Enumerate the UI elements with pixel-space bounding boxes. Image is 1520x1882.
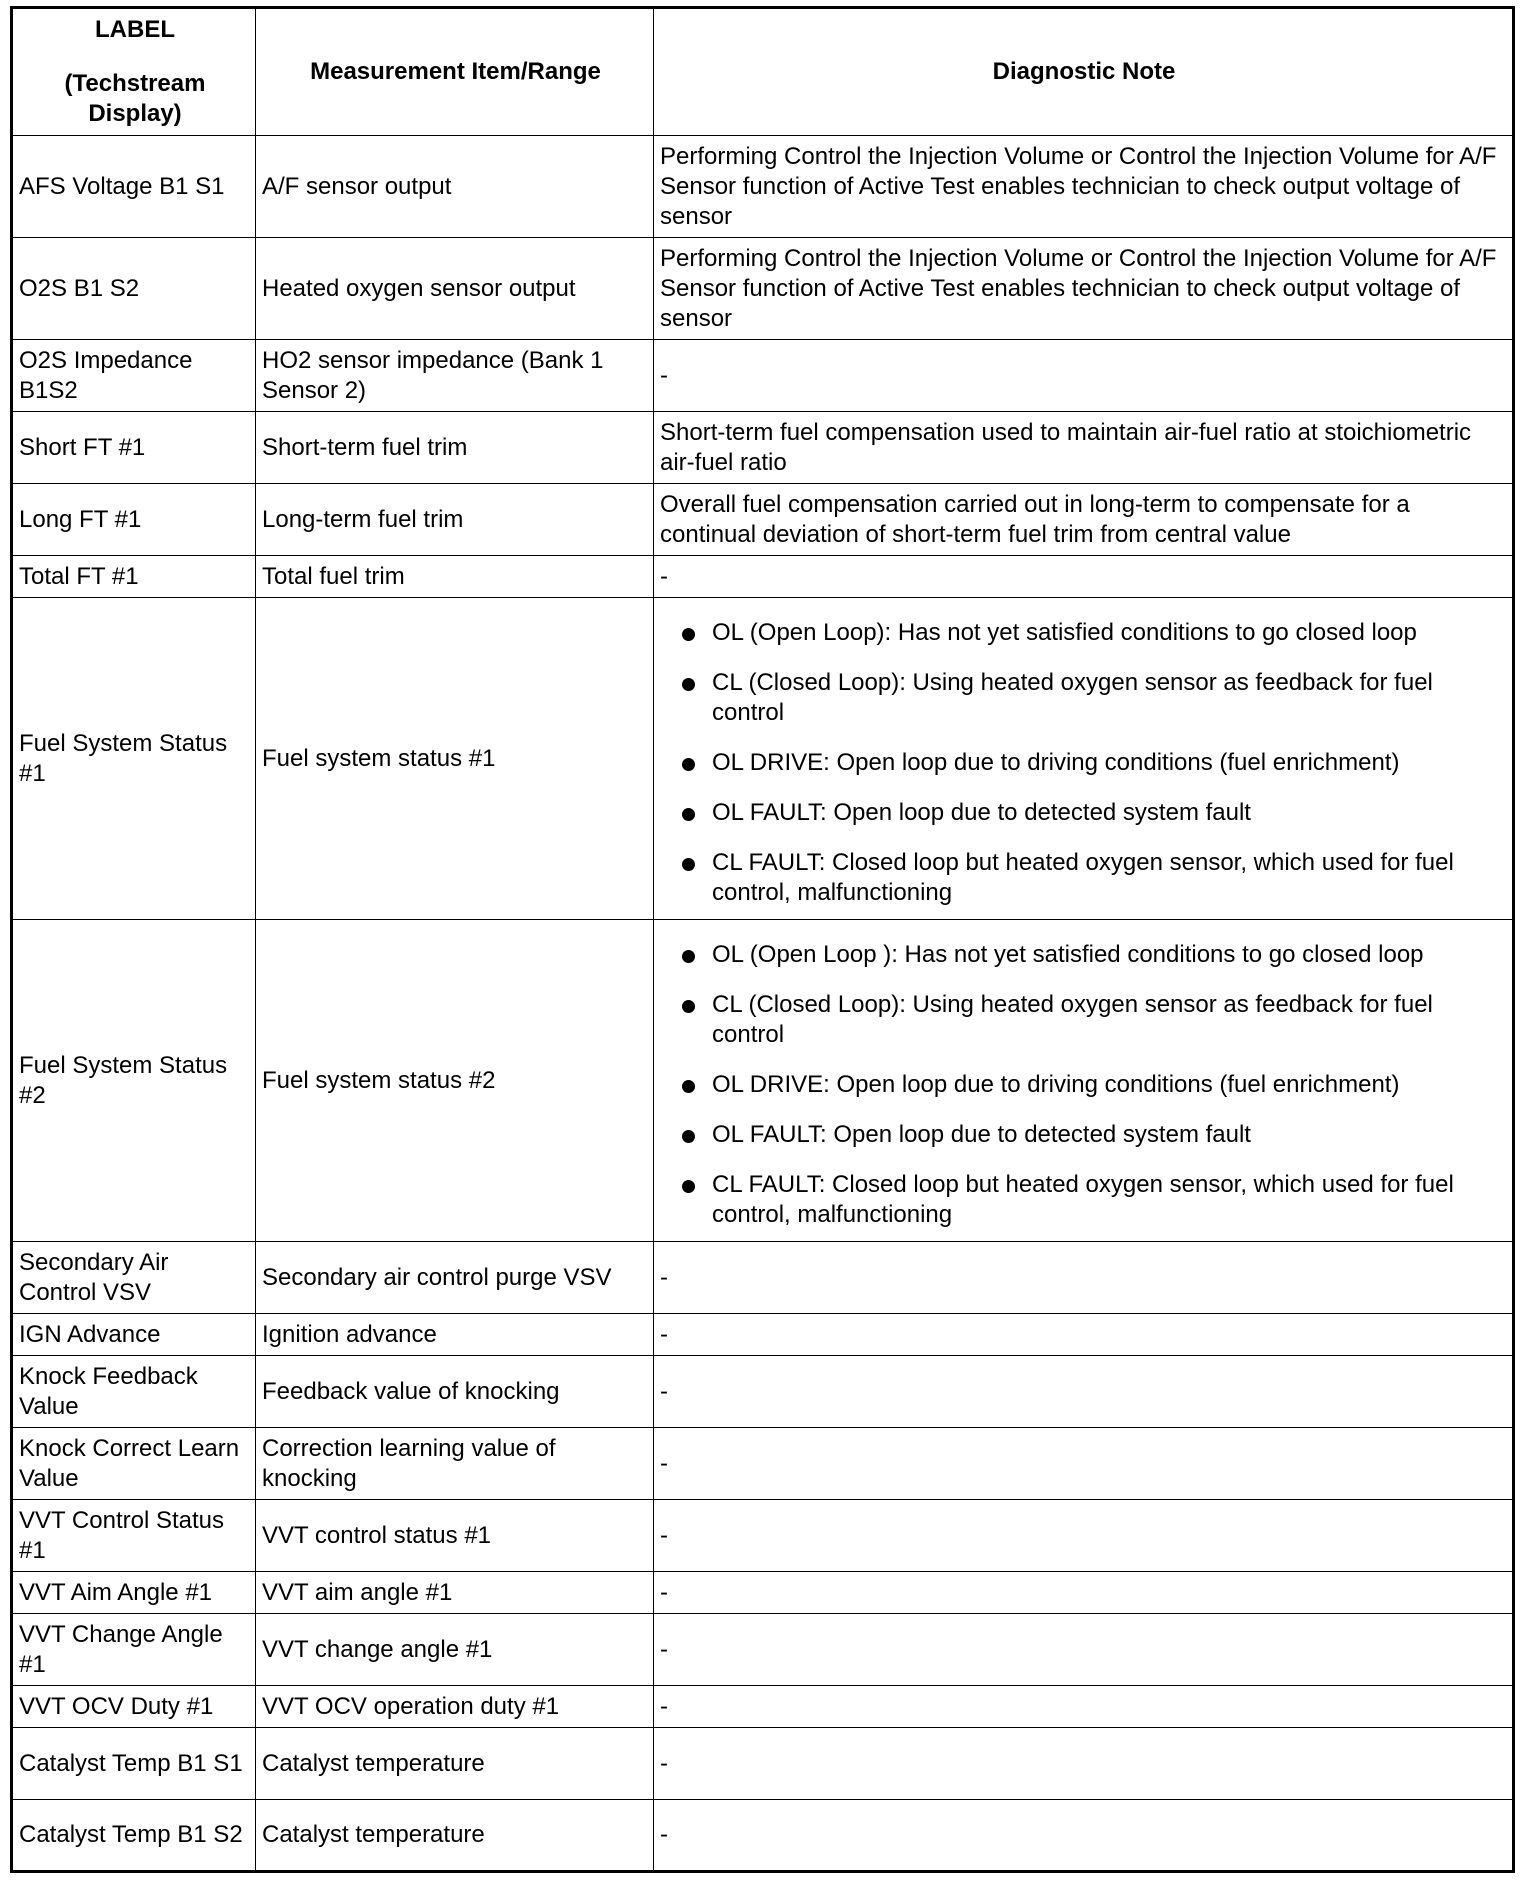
row-label: Catalyst Temp B1 S2 (12, 1800, 256, 1872)
note-bullet-item: CL FAULT: Closed loop but heated oxygen sensor, which used for fuel control, malfunctioning (678, 848, 1508, 908)
row-label: Long FT #1 (12, 484, 256, 556)
table-row (12, 1428, 1514, 1500)
note-bullet-item: CL (Closed Loop): Using heated oxygen sensor as feedback for fuel control (678, 668, 1508, 728)
table-row (12, 1572, 1514, 1614)
row-label: Secondary Air Control VSV (12, 1242, 256, 1314)
row-measurement-item: Catalyst temperature (256, 1728, 654, 1800)
header-measurement: Measurement Item/Range (256, 8, 654, 136)
table-row (12, 136, 1514, 238)
table-row (12, 1500, 1514, 1572)
row-label: Short FT #1 (12, 412, 256, 484)
row-diagnostic-note: Short-term fuel compensation used to maintain air-fuel ratio at stoichiometric air-fuel ratio (654, 412, 1514, 484)
row-diagnostic-note: - (654, 1500, 1514, 1572)
row-label: Catalyst Temp B1 S1 (12, 1728, 256, 1800)
row-diagnostic-note (654, 920, 1514, 1242)
row-diagnostic-note: Performing Control the Injection Volume or Control the Injection Volume for A/F Sensor function of Active Test enables technician to check output voltage of sensor (654, 238, 1514, 340)
note-bullet-item: OL DRIVE: Open loop due to driving conditions (fuel enrichment) (678, 1070, 1508, 1100)
row-label: Fuel System Status #2 (12, 920, 256, 1242)
table-row (12, 1728, 1514, 1800)
table-row (12, 920, 1514, 1242)
table-row (12, 556, 1514, 598)
note-bullet-item: OL (Open Loop): Has not yet satisfied conditions to go closed loop (678, 618, 1508, 648)
row-label: Knock Correct Learn Value (12, 1428, 256, 1500)
row-measurement-item: A/F sensor output (256, 136, 654, 238)
row-measurement-item: Heated oxygen sensor output (256, 238, 654, 340)
row-label: VVT OCV Duty #1 (12, 1686, 256, 1728)
row-measurement-item: Catalyst temperature (256, 1800, 654, 1872)
row-measurement-item: Correction learning value of knocking (256, 1428, 654, 1500)
row-diagnostic-note: Overall fuel compensation carried out in long-term to compensate for a continual deviation of short-term fuel trim from central value (654, 484, 1514, 556)
row-label: VVT Change Angle #1 (12, 1614, 256, 1686)
row-measurement-item: VVT change angle #1 (256, 1614, 654, 1686)
note-bullet-item: CL (Closed Loop): Using heated oxygen sensor as feedback for fuel control (678, 990, 1508, 1050)
row-label: Knock Feedback Value (12, 1356, 256, 1428)
note-bullet-item: OL FAULT: Open loop due to detected system fault (678, 1120, 1508, 1150)
row-label: VVT Aim Angle #1 (12, 1572, 256, 1614)
table-row (12, 1314, 1514, 1356)
row-measurement-item: Short-term fuel trim (256, 412, 654, 484)
row-diagnostic-note: - (654, 1686, 1514, 1728)
row-diagnostic-note: - (654, 1314, 1514, 1356)
row-diagnostic-note: - (654, 1728, 1514, 1800)
row-diagnostic-note: - (654, 556, 1514, 598)
row-measurement-item: Feedback value of knocking (256, 1356, 654, 1428)
table-row (12, 1800, 1514, 1872)
note-bullet-item: OL FAULT: Open loop due to detected system fault (678, 798, 1508, 828)
row-diagnostic-note: - (654, 1242, 1514, 1314)
row-measurement-item: HO2 sensor impedance (Bank 1 Sensor 2) (256, 340, 654, 412)
row-label: O2S Impedance B1S2 (12, 340, 256, 412)
row-label: Total FT #1 (12, 556, 256, 598)
row-measurement-item: VVT OCV operation duty #1 (256, 1686, 654, 1728)
table-row (12, 1614, 1514, 1686)
row-diagnostic-note: - (654, 1356, 1514, 1428)
row-measurement-item: Fuel system status #2 (256, 920, 654, 1242)
header-note: Diagnostic Note (654, 8, 1514, 136)
row-label: IGN Advance (12, 1314, 256, 1356)
row-measurement-item: Fuel system status #1 (256, 598, 654, 920)
note-bullet-list (660, 618, 1508, 908)
row-measurement-item: Secondary air control purge VSV (256, 1242, 654, 1314)
table-row (12, 1356, 1514, 1428)
row-label: O2S B1 S2 (12, 238, 256, 340)
row-diagnostic-note: - (654, 1614, 1514, 1686)
row-diagnostic-note: - (654, 1572, 1514, 1614)
header-label-subtitle: (Techstream Display) (64, 70, 206, 127)
row-measurement-item: Long-term fuel trim (256, 484, 654, 556)
row-measurement-item: Total fuel trim (256, 556, 654, 598)
table-row (12, 1686, 1514, 1728)
header-label (12, 8, 256, 136)
table-row (12, 1242, 1514, 1314)
row-diagnostic-note: Performing Control the Injection Volume or Control the Injection Volume for A/F Sensor function of Active Test enables technician to check output voltage of sensor (654, 136, 1514, 238)
row-diagnostic-note (654, 598, 1514, 920)
note-bullet-item: OL DRIVE: Open loop due to driving conditions (fuel enrichment) (678, 748, 1508, 778)
table-row (12, 238, 1514, 340)
table-row (12, 484, 1514, 556)
row-label: AFS Voltage B1 S1 (12, 136, 256, 238)
note-bullet-list (660, 940, 1508, 1230)
row-label: Fuel System Status #1 (12, 598, 256, 920)
row-measurement-item: Ignition advance (256, 1314, 654, 1356)
row-measurement-item: VVT control status #1 (256, 1500, 654, 1572)
note-bullet-item: CL FAULT: Closed loop but heated oxygen sensor, which used for fuel control, malfunctioning (678, 1170, 1508, 1230)
table-header-row (12, 8, 1514, 136)
table-row (12, 340, 1514, 412)
row-label: VVT Control Status #1 (12, 1500, 256, 1572)
table-row (12, 598, 1514, 920)
row-measurement-item: VVT aim angle #1 (256, 1572, 654, 1614)
row-diagnostic-note: - (654, 340, 1514, 412)
table-row (12, 412, 1514, 484)
row-diagnostic-note: - (654, 1428, 1514, 1500)
note-bullet-item: OL (Open Loop ): Has not yet satisfied conditions to go closed loop (678, 940, 1508, 970)
header-label-title: LABEL (95, 16, 175, 43)
diagnostic-table (10, 6, 1515, 1873)
row-diagnostic-note: - (654, 1800, 1514, 1872)
